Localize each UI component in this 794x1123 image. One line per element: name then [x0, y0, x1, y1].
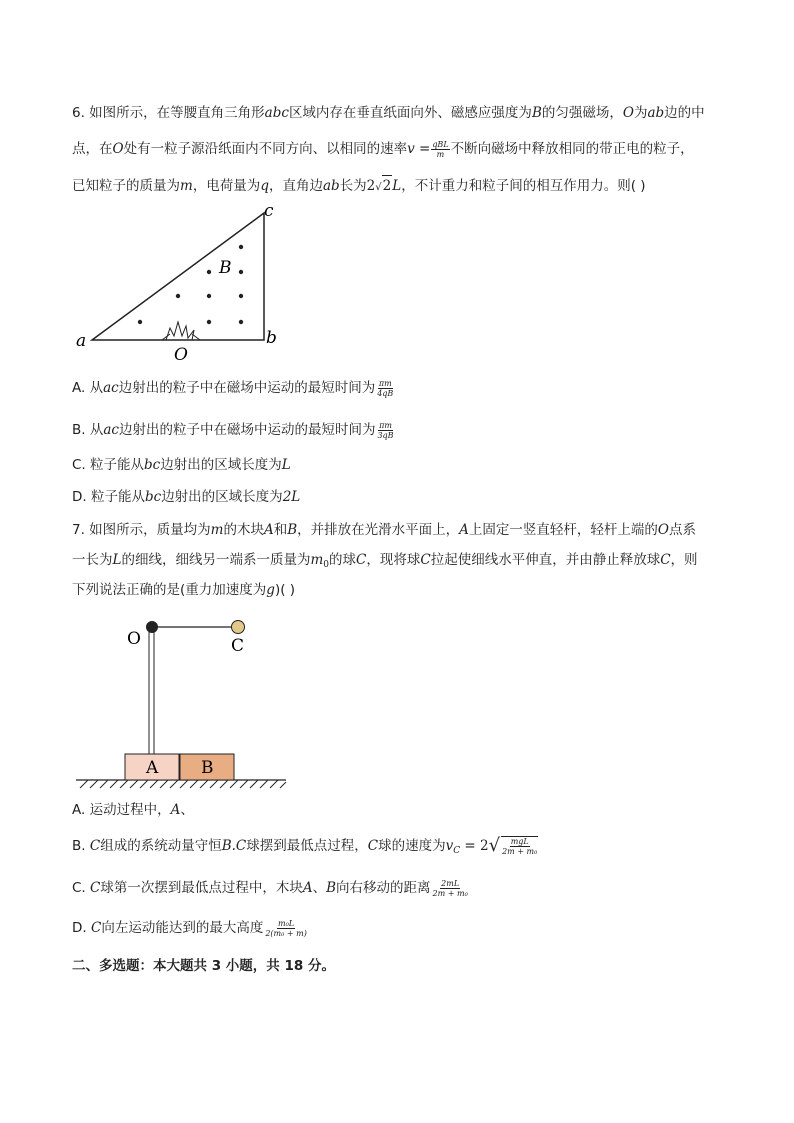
pendulum-figure — [70, 610, 300, 795]
q6-option-b: B. 从ac边射出的粒子中在磁场中运动的最短时间为 $\frac{\pi m}{3qB}$ — [72, 420, 394, 440]
velocity-fraction: $\frac{\text{qBL}}{m}$ — [432, 139, 449, 159]
q6-line-1: 6. 如图所示，在等腰直角三角形abc区域内存在垂直纸面向外、磁感应强度为B的匀强磁场，O为ab边的中 — [72, 105, 705, 121]
q6-option-a: A. 从ac边射出的粒子中在磁场中运动的最短时间为 $\frac{\pi m}{4qB}$ — [72, 378, 394, 398]
q7-option-b: B. C组成的系统动量守恒B.C球摆到最低点过程，C球的速度为$v_C = 2√$ $\frac{\text{mgL}}{\text{2m + m₀}}$ — [72, 835, 538, 856]
q7-option-c: C. C球第一次摆到最低点过程中，木块A、B向右移动的距离 $\frac{2mL}{\text{2m + m₀}}$ — [72, 878, 468, 898]
label-c: c — [264, 201, 274, 221]
magnetic-field-dots — [138, 245, 243, 324]
particle-source-icon — [162, 322, 200, 340]
label-b: b — [266, 328, 277, 348]
q6-line-3: 已知粒子的质量为m，电荷量为q，直角边ab长为2√2L，不计重力和粒子间的相互作用力。则( ) — [72, 175, 646, 198]
q6-option-d: D. 粒子能从bc边射出的区域长度为2L — [72, 489, 301, 505]
q7-option-a: A. 运动过程中，A、 — [72, 802, 194, 818]
section-heading-multiple-choice: 二、多选题：本大题共 3 小题，共 18 分。 — [72, 958, 335, 974]
label-O: O — [174, 345, 188, 363]
label-B-field: B — [219, 258, 232, 278]
label-O-pivot: O — [127, 629, 141, 649]
label-A-block: A — [146, 758, 159, 778]
label-B-block: B — [201, 758, 214, 778]
vertical-rod — [149, 626, 154, 754]
q7-line-1: 7. 如图所示，质量均为m的木块A和B，并排放在光滑水平面上，A上固定一竖直轻杆，轻杆上端的O点系 — [72, 522, 696, 538]
q6-line-2: 点，在O处有一粒子源沿纸面内不同方向、以相同的速率v = $\frac{\text{qBL}}{m}$ 不断向磁场中释放相同的带正电的粒子， — [72, 139, 694, 159]
ground-hatching — [76, 780, 286, 788]
q7-line-2: 一长为L的细线，细线另一端系一质量为$m_0$的球C，现将球C拉起使细线水平伸直，并由静止释放球C，则 — [72, 552, 698, 570]
q7-option-d: D. C向左运动能达到的最大高度 $\frac{\text{m₀L}}{\text{2(m₀ + m)}}$ — [72, 918, 307, 938]
ball-C — [232, 621, 245, 634]
label-a: a — [76, 331, 87, 351]
q6-option-c: C. 粒子能从bc边射出的区域长度为L — [72, 457, 291, 473]
q7-line-3: 下列说法正确的是(重力加速度为g)( ) — [72, 582, 296, 598]
triangle-figure — [70, 198, 290, 363]
label-C-ball: C — [231, 636, 245, 656]
pivot-O — [146, 621, 158, 633]
